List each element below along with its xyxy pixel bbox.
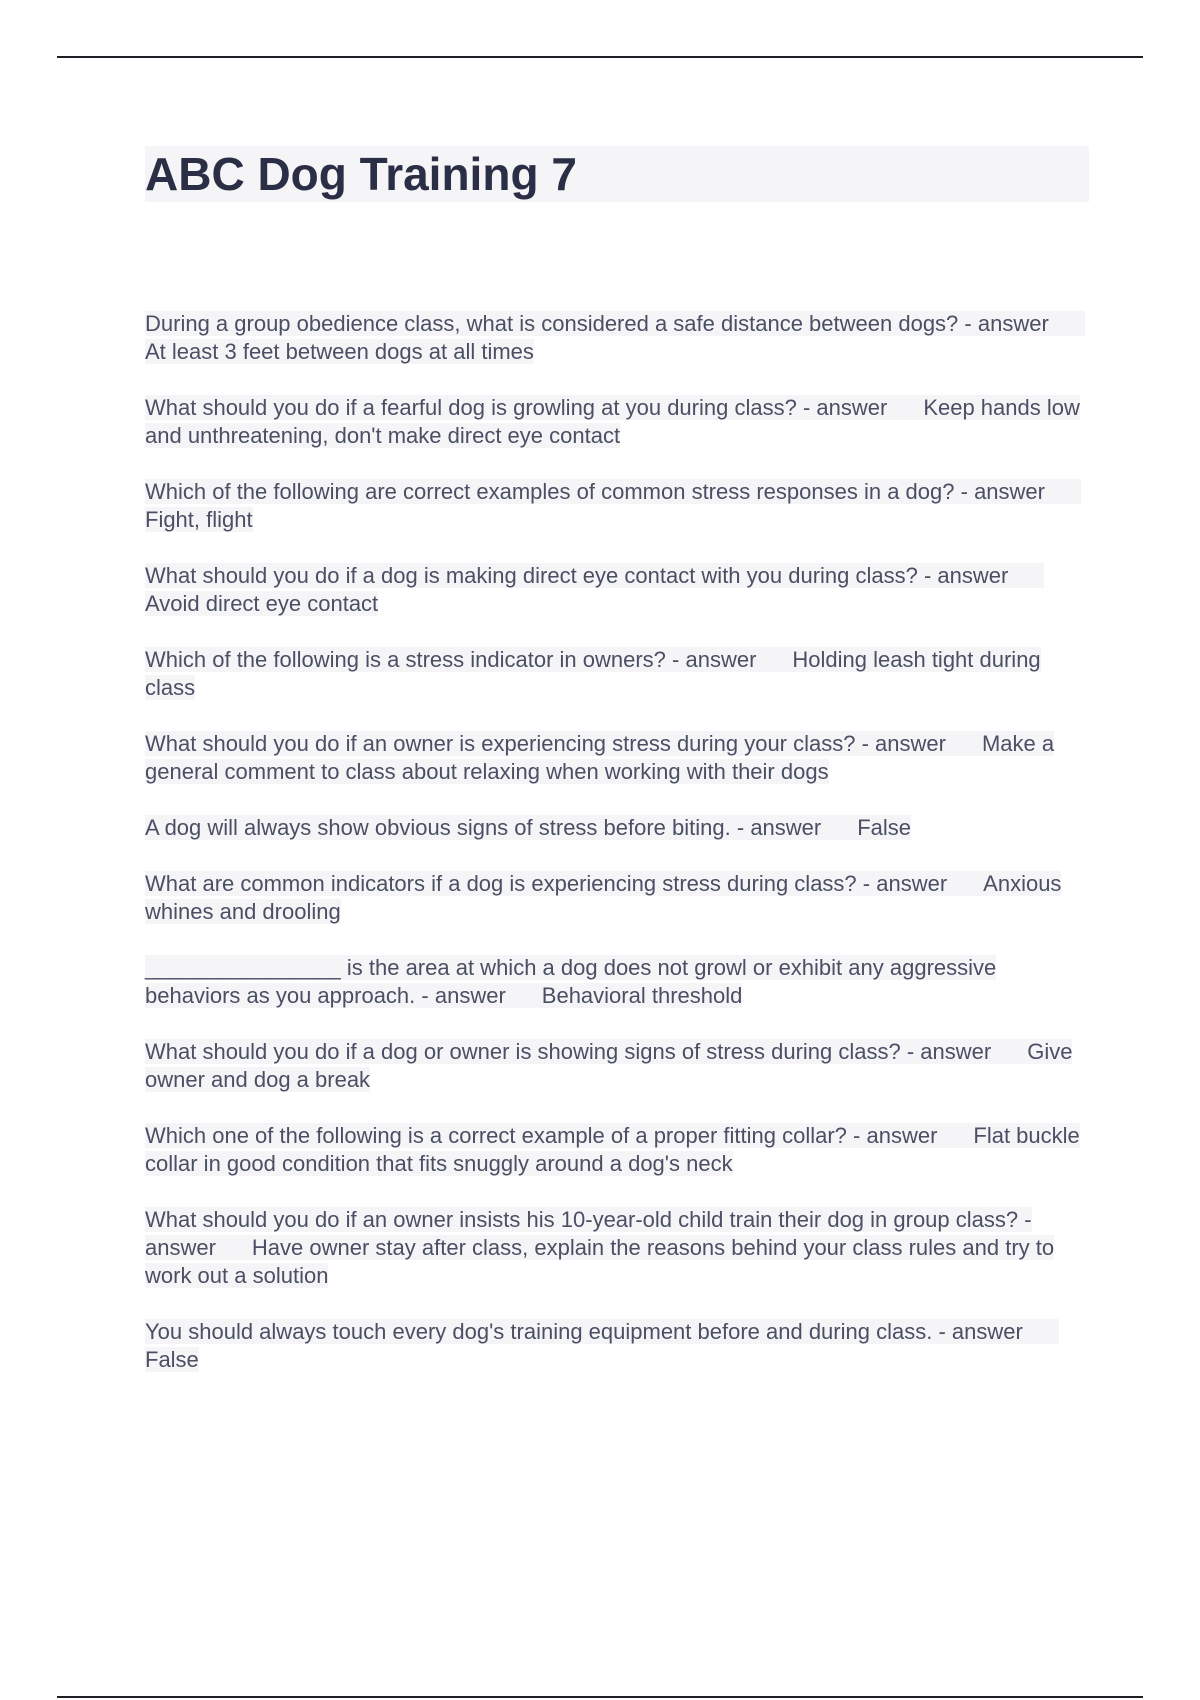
answer-label: - answer: [672, 647, 757, 672]
answer-label: - answer: [736, 815, 822, 840]
qa-item: [145, 562, 1085, 618]
answer-label: - answer: [421, 983, 506, 1008]
qa-list: [145, 310, 1085, 1402]
answer-label: - answer: [862, 871, 948, 896]
qa-item: [145, 394, 1085, 450]
qa-item: [145, 310, 1085, 366]
answer-label: - answer: [960, 479, 1045, 504]
answer-text: Flat buckle collar in good condition that fits snuggly around a dog's neck: [145, 1123, 1080, 1176]
answer-label: - answer: [853, 1123, 938, 1148]
page-title: ABC Dog Training 7: [145, 148, 577, 200]
qa-item: [145, 1038, 1085, 1094]
answer-text: Anxious whines and drooling: [145, 871, 1062, 924]
question-text: Which of the following are correct examples of common stress responses in a dog?: [145, 479, 955, 504]
question-text: What should you do if an owner is experiencing stress during your class?: [145, 731, 856, 756]
qa-item: [145, 954, 1085, 1010]
answer-text: At least 3 feet between dogs at all times: [145, 339, 534, 364]
qa-item: [145, 1206, 1085, 1290]
question-text: A dog will always show obvious signs of stress before biting.: [145, 815, 731, 840]
answer-label: - answer: [923, 563, 1009, 588]
question-text: What are common indicators if a dog is experiencing stress during class?: [145, 871, 857, 896]
answer-text: Avoid direct eye contact: [145, 591, 379, 616]
question-text: Which of the following is a stress indicator in owners?: [145, 647, 666, 672]
answer-text: False: [145, 1347, 199, 1372]
answer-text: Holding leash tight during class: [145, 647, 1041, 700]
answer-label: - answer: [145, 1207, 1032, 1260]
bottom-rule: [57, 1696, 1143, 1698]
answer-label: - answer: [906, 1039, 992, 1064]
question-text: ________________ is the area at which a dog does not growl or exhibit any aggressive behaviors as you approach.: [145, 955, 997, 1008]
qa-item: [145, 478, 1085, 534]
question-text: During a group obedience class, what is considered a safe distance between dogs?: [145, 311, 959, 336]
answer-text: Behavioral threshold: [541, 983, 743, 1008]
qa-item: [145, 646, 1085, 702]
answer-label: - answer: [861, 731, 946, 756]
question-text: What should you do if an owner insists his 10-year-old child train their dog in group class?: [145, 1207, 1019, 1232]
question-text: What should you do if a fearful dog is growling at you during class?: [145, 395, 797, 420]
question-text: What should you do if a dog or owner is showing signs of stress during class?: [145, 1039, 901, 1064]
qa-item: [145, 870, 1085, 926]
qa-item: [145, 1122, 1085, 1178]
answer-text: False: [857, 815, 912, 840]
answer-label: - answer: [802, 395, 888, 420]
qa-item: [145, 730, 1085, 786]
question-text: You should always touch every dog's training equipment before and during class.: [145, 1319, 933, 1344]
qa-item: [145, 814, 1085, 842]
answer-text: Keep hands low and unthreatening, don't make direct eye contact: [145, 395, 1080, 448]
qa-item: [145, 1318, 1085, 1374]
answer-label: - answer: [964, 311, 1049, 336]
answer-text: Give owner and dog a break: [145, 1039, 1073, 1092]
answer-text: Fight, flight: [145, 507, 253, 532]
question-text: Which one of the following is a correct example of a proper fitting collar?: [145, 1123, 847, 1148]
top-rule: [57, 56, 1143, 58]
answer-text: Make a general comment to class about relaxing when working with their dogs: [145, 731, 1055, 784]
question-text: What should you do if a dog is making direct eye contact with you during class?: [145, 563, 918, 588]
answer-text: Have owner stay after class, explain the reasons behind your class rules and try to work out a solution: [145, 1235, 1055, 1288]
answer-label: - answer: [938, 1319, 1023, 1344]
